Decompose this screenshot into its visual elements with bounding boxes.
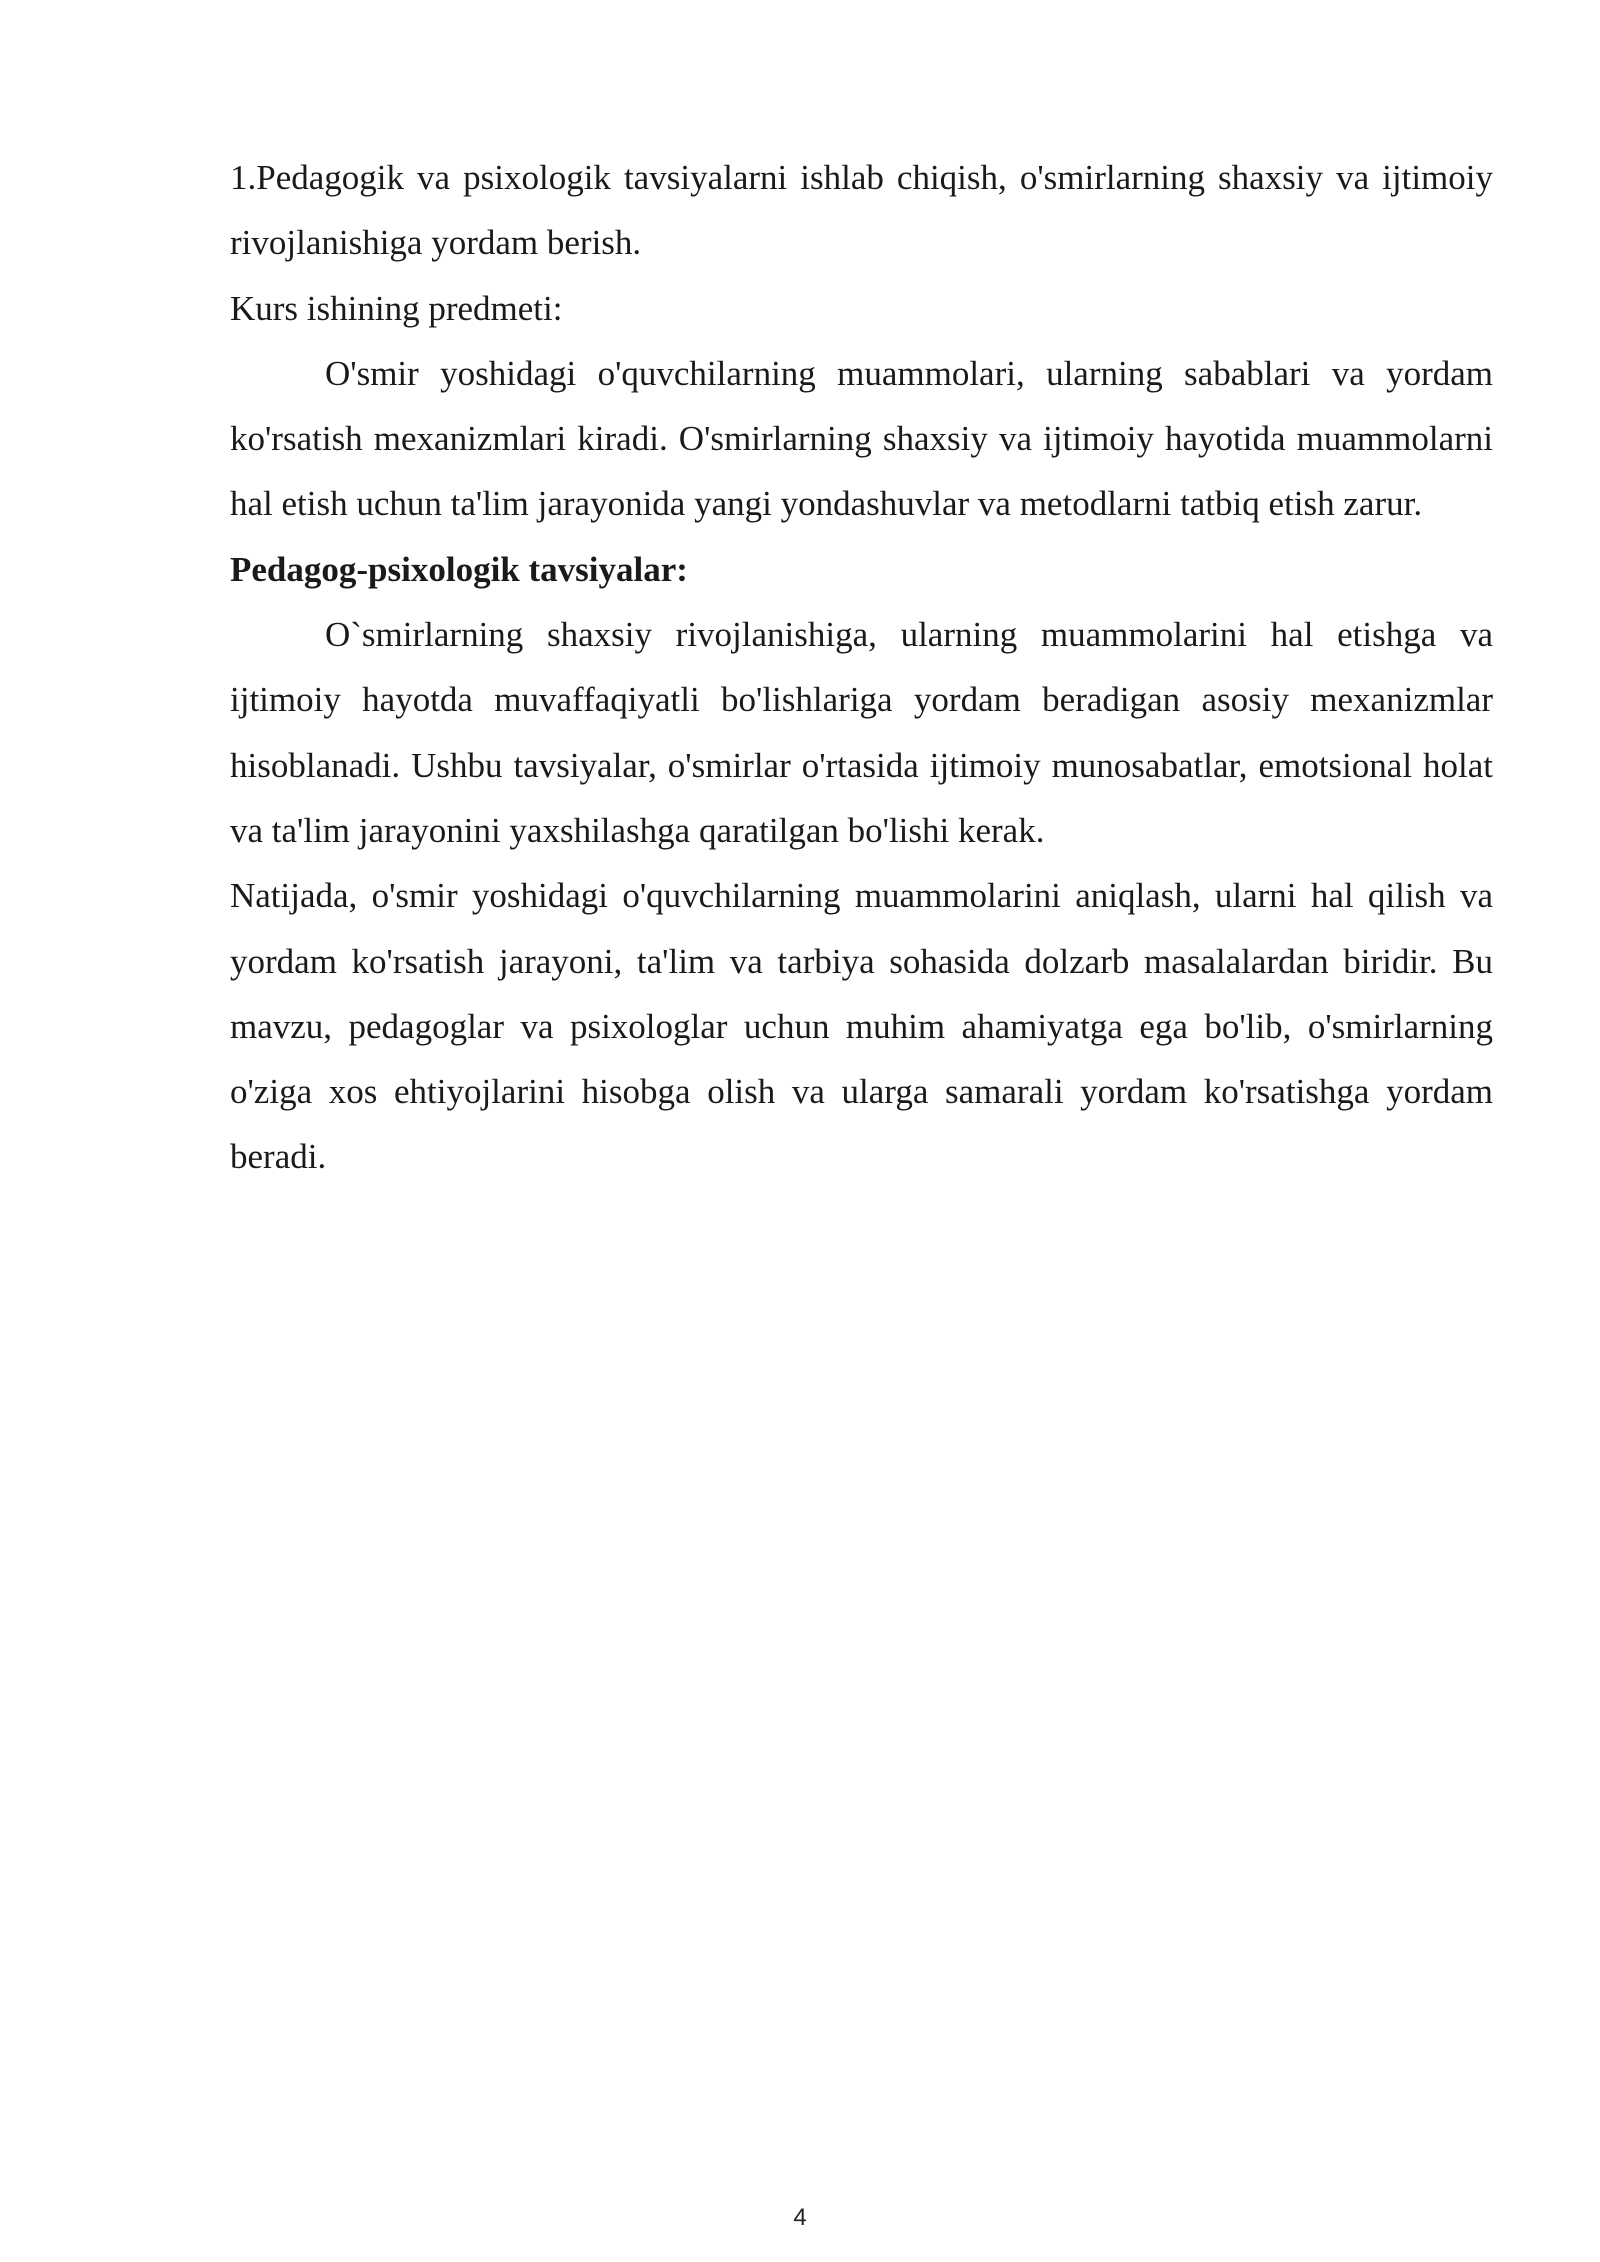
page-number: 4 [793, 2204, 807, 2231]
conclusion-paragraph: Natijada, o'smir yoshidagi o'quvchilarning muammolarini aniqlash, ularni hal qilish va yordam ko'rsatish jarayoni, ta'lim va tarbiya sohasida dolzarb masalalardan biridir. Bu mavzu, pedagoglar va psixologlar uchun muhim ahamiyatga ega bo'lib, o'smirlarning o'ziga xos ehtiyojlarini hisobga olish va ularga samarali yordam ko'rsatishga yordam beradi. [230, 876, 1493, 1177]
numbered-item-paragraph: 1.Pedagogik va psixologik tavsiyalarni ishlab chiqish, o'smirlarning shaxsiy va ijtimoiy rivojlanishiga yordam berish. [230, 158, 1493, 263]
recommendations-paragraph: O`smirlarning shaxsiy rivojlanishiga, ularning muammolarini hal etishga va ijtimoiy hayotda muvaffaqiyatli bo'lishlariga yordam beradigan asosiy mexanizmlar hisoblanadi. Ushbu tavsiyalar, o'smirlar o'rtasida ijtimoiy munosabatlar, emotsional holat va ta'lim jarayonini yaxshilashga qaratilgan bo'lishi kerak. [230, 615, 1493, 850]
subject-paragraph: O'smir yoshidagi o'quvchilarning muammolari, ularning sabablari va yordam ko'rsatish mexanizmlari kiradi. O'smirlarning shaxsiy va ijtimoiy hayotida muammolarni hal etish uchun ta'lim jarayonida yangi yondashuvlar va metodlarni tatbiq etish zarur. [230, 353, 1493, 524]
subject-heading: Kurs ishining predmeti: [230, 288, 563, 328]
page-body [230, 145, 1493, 1190]
recommendations-heading: Pedagog-psixologik tavsiyalar: [230, 549, 688, 589]
